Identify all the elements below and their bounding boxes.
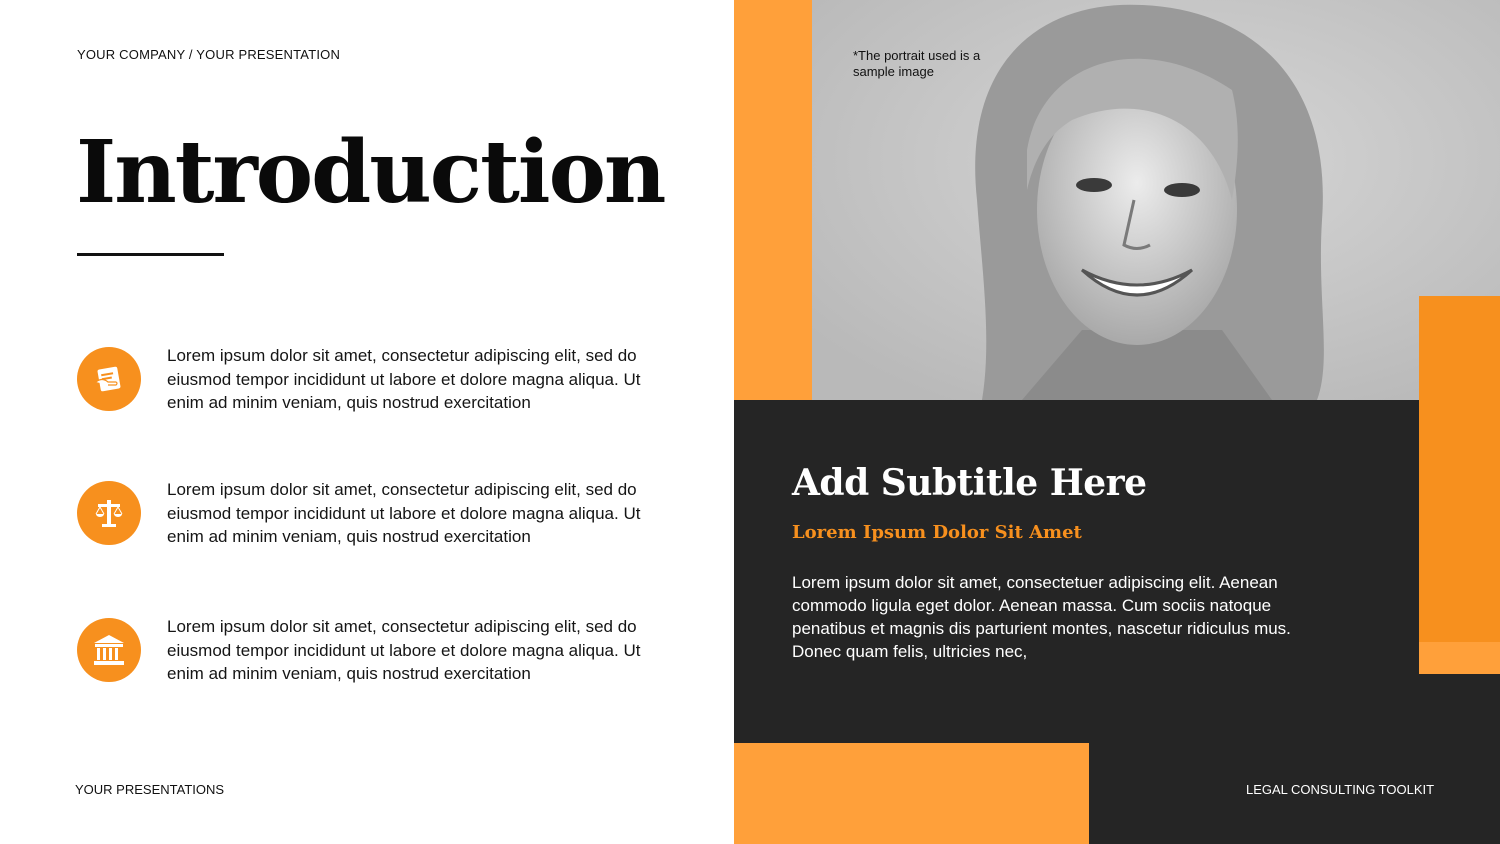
panel-body: Lorem ipsum dolor sit amet, consectetuer adipiscing elit. Aenean commodo ligula eget dolor. Aenean massa. Cum sociis natoque penatibus et magnis dis parturient montes, nascetur ridiculus mus. Donec quam felis, ultricies nec, bbox=[792, 573, 1291, 661]
accent-block bbox=[1419, 642, 1500, 674]
breadcrumb: YOUR COMPANY / YOUR PRESENTATION bbox=[77, 47, 341, 62]
panel-subtitle: Add Subtitle Here bbox=[792, 462, 1147, 504]
scales-icon bbox=[77, 481, 141, 545]
accent-block bbox=[734, 743, 1089, 844]
panel-subheading: Lorem Ipsum Dolor Sit Amet bbox=[792, 522, 1082, 543]
feature-text: Lorem ipsum dolor sit amet, consectetur adipiscing elit, sed do eiusmod tempor incididunt ut labore et dolore magna aliqua. Ut enim ad minim veniam, quis nostrud exercitation bbox=[167, 480, 641, 546]
footer-right-label: LEGAL CONSULTING TOOLKIT bbox=[1246, 782, 1435, 797]
feature-text: Lorem ipsum dolor sit amet, consectetur adipiscing elit, sed do eiusmod tempor incididunt ut labore et dolore magna aliqua. Ut enim ad minim veniam, quis nostrud exercitation bbox=[167, 346, 641, 412]
accent-block bbox=[1419, 296, 1500, 642]
title-underline bbox=[77, 253, 224, 256]
document-hand-icon bbox=[77, 347, 141, 411]
feature-text: Lorem ipsum dolor sit amet, consectetur adipiscing elit, sed do eiusmod tempor incididunt ut labore et dolore magna aliqua. Ut enim ad minim veniam, quis nostrud exercitation bbox=[167, 617, 641, 683]
portrait-note: *The portrait used is a sample image bbox=[853, 48, 981, 79]
footer-left-label: YOUR PRESENTATIONS bbox=[75, 782, 225, 797]
page-title: Introduction bbox=[76, 122, 665, 223]
accent-block bbox=[734, 0, 812, 400]
courthouse-icon bbox=[77, 618, 141, 682]
info-panel-extension bbox=[1419, 674, 1500, 844]
